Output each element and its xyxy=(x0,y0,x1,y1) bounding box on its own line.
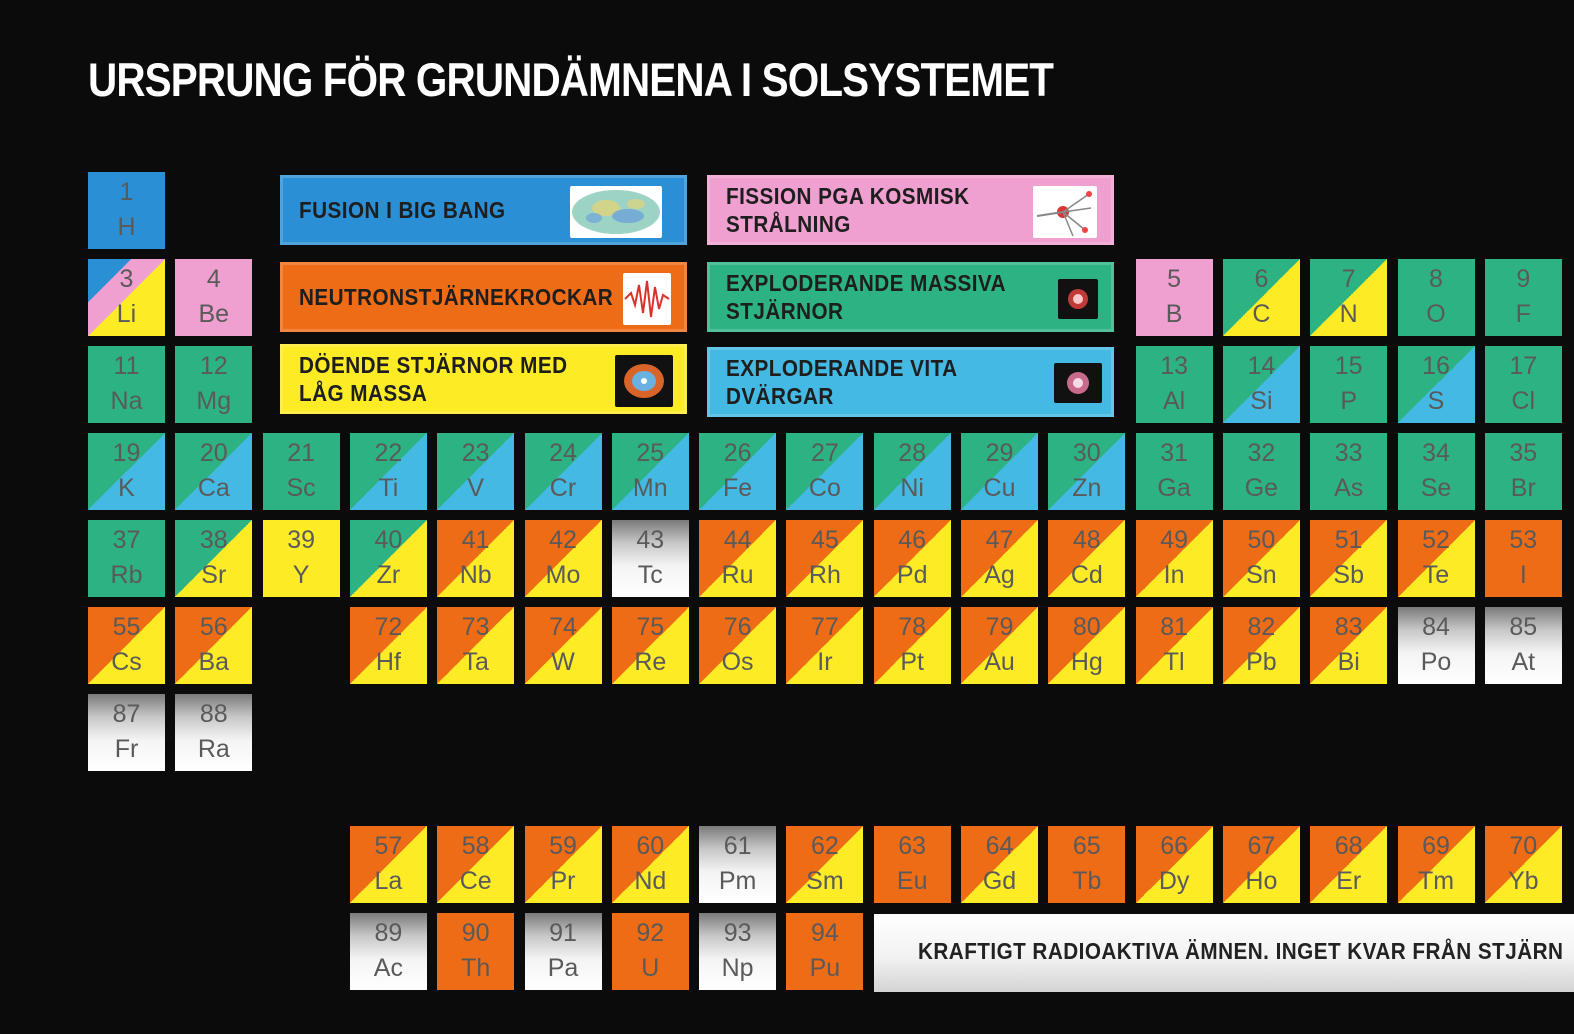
element-cell-fe xyxy=(699,433,776,510)
legend-massive-star xyxy=(707,262,1114,332)
atomic-number: 69 xyxy=(1422,832,1450,860)
element-symbol: Np xyxy=(721,954,754,982)
atomic-number: 7 xyxy=(1341,265,1356,293)
element-cell-ac xyxy=(350,913,427,990)
element-symbol: Gd xyxy=(982,867,1017,895)
legend-cosmic-ray xyxy=(707,175,1114,245)
element-symbol: Rh xyxy=(808,561,841,589)
atomic-number: 73 xyxy=(461,613,490,641)
element-symbol: Be xyxy=(198,300,230,328)
atomic-number: 66 xyxy=(1160,832,1188,860)
element-cell-s xyxy=(1398,346,1475,423)
element-cell-pr xyxy=(525,826,602,903)
atomic-number: 39 xyxy=(287,526,315,554)
element-cell-ra xyxy=(175,694,252,771)
element-symbol: Co xyxy=(808,474,841,502)
element-symbol: La xyxy=(374,867,403,895)
element-symbol: Sm xyxy=(806,867,844,895)
element-cell-h xyxy=(88,172,165,249)
atomic-number: 42 xyxy=(549,526,577,554)
atomic-number: 43 xyxy=(636,526,665,554)
atomic-number: 27 xyxy=(810,439,839,467)
element-cell-ti xyxy=(350,433,427,510)
atomic-number: 49 xyxy=(1160,526,1188,554)
atomic-number: 20 xyxy=(199,439,228,467)
atomic-number: 72 xyxy=(374,613,403,641)
element-symbol: Na xyxy=(110,387,143,415)
element-symbol: Th xyxy=(461,954,491,982)
element-cell-bi xyxy=(1310,607,1387,684)
element-symbol: Ag xyxy=(984,561,1015,589)
atomic-number: 74 xyxy=(549,613,577,641)
atomic-number: 62 xyxy=(810,832,839,860)
element-cell-ag xyxy=(961,520,1038,597)
atomic-number: 34 xyxy=(1422,439,1450,467)
element-cell-i xyxy=(1485,520,1562,597)
element-cell-cu xyxy=(961,433,1038,510)
element-symbol: Au xyxy=(984,648,1015,676)
page-title: URSPRUNG FÖR GRUNDÄMNENA I SOLSYSTEMET xyxy=(88,53,1054,106)
atomic-number: 5 xyxy=(1167,265,1182,293)
atomic-number: 93 xyxy=(723,919,752,947)
element-symbol: Ca xyxy=(197,474,230,502)
element-symbol: Tm xyxy=(1417,867,1455,895)
element-cell-dy xyxy=(1136,826,1213,903)
element-symbol: Pd xyxy=(896,561,928,589)
element-symbol: Fr xyxy=(114,735,139,763)
element-symbol: Sc xyxy=(286,474,316,502)
element-symbol: Tl xyxy=(1163,648,1185,676)
element-symbol: Y xyxy=(292,561,310,589)
element-symbol: Cl xyxy=(1511,387,1536,415)
atomic-number: 89 xyxy=(374,919,403,947)
element-cell-br xyxy=(1485,433,1562,510)
element-symbol: Nb xyxy=(459,561,492,589)
atomic-number: 4 xyxy=(206,265,221,293)
element-cell-tm xyxy=(1398,826,1475,903)
element-cell-ta xyxy=(437,607,514,684)
element-cell-se xyxy=(1398,433,1475,510)
element-cell-c xyxy=(1223,259,1300,336)
atomic-number: 80 xyxy=(1072,613,1101,641)
element-symbol: Ga xyxy=(1157,474,1191,502)
atomic-number: 38 xyxy=(199,526,228,554)
legend-label: FUSION I BIG BANG xyxy=(299,197,506,223)
element-symbol: P xyxy=(1340,387,1358,415)
legend-neutron-star xyxy=(280,262,687,332)
cosmic-ray-icon xyxy=(1033,186,1097,238)
element-cell-at xyxy=(1485,607,1562,684)
atomic-number: 57 xyxy=(374,832,403,860)
element-cell-os xyxy=(699,607,776,684)
element-symbol: Ru xyxy=(721,561,754,589)
element-symbol: Pa xyxy=(547,954,579,982)
element-cell-zn xyxy=(1048,433,1125,510)
atomic-number: 61 xyxy=(723,832,752,860)
element-symbol: Cs xyxy=(111,648,142,676)
element-cell-rb xyxy=(88,520,165,597)
atomic-number: 76 xyxy=(723,613,752,641)
atomic-number: 12 xyxy=(199,352,228,380)
element-cell-po xyxy=(1398,607,1475,684)
legend-big-bang xyxy=(280,175,687,245)
atomic-number: 9 xyxy=(1516,265,1531,293)
element-symbol: S xyxy=(1427,387,1445,415)
element-cell-u xyxy=(612,913,689,990)
atomic-number: 79 xyxy=(985,613,1014,641)
element-cell-pu xyxy=(786,913,863,990)
element-symbol: Ir xyxy=(817,648,833,676)
atomic-number: 51 xyxy=(1334,526,1363,554)
element-cell-hg xyxy=(1048,607,1125,684)
element-cell-pa xyxy=(525,913,602,990)
atomic-number: 24 xyxy=(549,439,577,467)
atomic-number: 41 xyxy=(461,526,490,554)
element-symbol: Cr xyxy=(549,474,577,502)
element-symbol: Fe xyxy=(723,474,753,502)
element-cell-n xyxy=(1310,259,1387,336)
element-symbol: Mg xyxy=(196,387,232,415)
atomic-number: 82 xyxy=(1247,613,1276,641)
atomic-number: 14 xyxy=(1247,352,1276,380)
element-symbol: Ho xyxy=(1245,867,1278,895)
atomic-number: 1 xyxy=(119,178,134,206)
element-cell-pt xyxy=(874,607,951,684)
element-cell-nb xyxy=(437,520,514,597)
element-symbol: V xyxy=(467,474,485,502)
element-cell-nd xyxy=(612,826,689,903)
element-symbol: Tb xyxy=(1072,867,1102,895)
atomic-number: 35 xyxy=(1509,439,1538,467)
element-symbol: Po xyxy=(1420,648,1452,676)
legend-label: FISSION PGA KOSMISK STRÅLNING xyxy=(726,183,970,237)
atomic-number: 15 xyxy=(1334,352,1363,380)
atomic-number: 44 xyxy=(723,526,752,554)
element-symbol: Ra xyxy=(197,735,230,763)
element-symbol: Tc xyxy=(637,561,663,589)
element-cell-si xyxy=(1223,346,1300,423)
legend-label: NEUTRONSTJÄRNEKROCKAR xyxy=(299,284,614,310)
atomic-number: 68 xyxy=(1334,832,1363,860)
element-symbol: I xyxy=(1519,561,1527,589)
element-cell-fr xyxy=(88,694,165,771)
element-symbol: Sr xyxy=(201,561,227,589)
atomic-number: 85 xyxy=(1509,613,1538,641)
element-symbol: O xyxy=(1426,300,1446,328)
atomic-number: 23 xyxy=(461,439,490,467)
atomic-number: 91 xyxy=(549,919,577,947)
element-cell-ba xyxy=(175,607,252,684)
element-symbol: Ti xyxy=(378,474,399,502)
element-symbol: Os xyxy=(721,648,754,676)
radioactive-note: KRAFTIGT RADIOAKTIVA ÄMNEN. INGET KVAR FRÅN STJÄRN xyxy=(918,938,1564,964)
element-symbol: In xyxy=(1163,561,1185,589)
element-symbol: Pt xyxy=(900,648,924,676)
element-cell-tc xyxy=(612,520,689,597)
element-cell-al xyxy=(1136,346,1213,423)
element-cell-sm xyxy=(786,826,863,903)
atomic-number: 31 xyxy=(1160,439,1188,467)
element-cell-au xyxy=(961,607,1038,684)
atomic-number: 78 xyxy=(898,613,927,641)
element-symbol: Rb xyxy=(110,561,143,589)
element-symbol: Ni xyxy=(900,474,924,502)
element-symbol: N xyxy=(1339,300,1358,328)
element-cell-sr xyxy=(175,520,252,597)
atomic-number: 83 xyxy=(1334,613,1363,641)
element-symbol: Si xyxy=(1250,387,1273,415)
atomic-number: 3 xyxy=(119,265,134,293)
legend-label: EXPLODERANDE MASSIVA STJÄRNOR xyxy=(726,270,1007,324)
atomic-number: 29 xyxy=(985,439,1014,467)
element-cell-o xyxy=(1398,259,1475,336)
atomic-number: 17 xyxy=(1509,352,1538,380)
atomic-number: 94 xyxy=(810,919,839,947)
atomic-number: 45 xyxy=(810,526,839,554)
element-cell-sb xyxy=(1310,520,1387,597)
element-symbol: F xyxy=(1515,300,1531,328)
element-symbol: Mn xyxy=(632,474,668,502)
element-cell-f xyxy=(1485,259,1562,336)
element-cell-ho xyxy=(1223,826,1300,903)
atomic-number: 67 xyxy=(1247,832,1276,860)
element-symbol: H xyxy=(117,213,136,241)
element-cell-ru xyxy=(699,520,776,597)
radioactive-note-bar xyxy=(874,914,1574,992)
element-symbol: Zn xyxy=(1072,474,1102,502)
element-cell-tl xyxy=(1136,607,1213,684)
legend-white-dwarf xyxy=(707,347,1114,417)
atomic-number: 48 xyxy=(1072,526,1101,554)
element-cell-la xyxy=(350,826,427,903)
element-symbol: Cd xyxy=(1070,561,1103,589)
element-cell-eu xyxy=(874,826,951,903)
element-cell-pb xyxy=(1223,607,1300,684)
element-cell-cs xyxy=(88,607,165,684)
element-symbol: Er xyxy=(1336,867,1362,895)
element-symbol: Nd xyxy=(634,867,667,895)
element-cell-co xyxy=(786,433,863,510)
element-symbol: U xyxy=(641,954,660,982)
legend-low-mass-star xyxy=(280,344,687,414)
element-cell-tb xyxy=(1048,826,1125,903)
element-cell-cr xyxy=(525,433,602,510)
atomic-number: 37 xyxy=(112,526,141,554)
atomic-number: 28 xyxy=(898,439,927,467)
element-cell-ni xyxy=(874,433,951,510)
atomic-number: 19 xyxy=(112,439,141,467)
element-symbol: Se xyxy=(1420,474,1452,502)
atomic-number: 16 xyxy=(1422,352,1450,380)
element-symbol: Zr xyxy=(376,561,401,589)
legend-label: EXPLODERANDE VITA DVÄRGAR xyxy=(726,355,958,409)
atomic-number: 52 xyxy=(1422,526,1450,554)
element-symbol: W xyxy=(551,648,575,676)
element-cell-np xyxy=(699,913,776,990)
element-cell-sc xyxy=(263,433,340,510)
element-symbol: Ce xyxy=(459,867,492,895)
atomic-number: 50 xyxy=(1247,526,1276,554)
element-symbol: C xyxy=(1252,300,1271,328)
element-cell-ce xyxy=(437,826,514,903)
atomic-number: 84 xyxy=(1422,613,1450,641)
element-cell-na xyxy=(88,346,165,423)
element-symbol: Re xyxy=(634,648,667,676)
element-symbol: Cu xyxy=(983,474,1016,502)
cmb-map-icon xyxy=(570,186,662,238)
atomic-number: 53 xyxy=(1509,526,1538,554)
element-symbol: Al xyxy=(1162,387,1186,415)
element-symbol: Pu xyxy=(809,954,841,982)
element-symbol: B xyxy=(1165,300,1183,328)
element-cell-mo xyxy=(525,520,602,597)
element-symbol: Yb xyxy=(1508,867,1539,895)
supernova-icon xyxy=(1058,279,1098,319)
element-cell-cl xyxy=(1485,346,1562,423)
element-symbol: K xyxy=(118,474,135,502)
element-cell-te xyxy=(1398,520,1475,597)
element-symbol: Ba xyxy=(198,648,230,676)
element-cell-sn xyxy=(1223,520,1300,597)
atomic-number: 92 xyxy=(636,919,665,947)
atomic-number: 60 xyxy=(636,832,665,860)
atomic-number: 32 xyxy=(1247,439,1276,467)
atomic-number: 11 xyxy=(113,352,140,380)
element-cell-rh xyxy=(786,520,863,597)
atomic-number: 58 xyxy=(461,832,490,860)
element-cell-ca xyxy=(175,433,252,510)
atomic-number: 30 xyxy=(1072,439,1101,467)
atomic-number: 64 xyxy=(985,832,1014,860)
element-cell-zr xyxy=(350,520,427,597)
element-symbol: Ge xyxy=(1244,474,1279,502)
atomic-number: 77 xyxy=(810,613,839,641)
element-cell-yb xyxy=(1485,826,1562,903)
element-symbol: Eu xyxy=(896,867,928,895)
element-cell-gd xyxy=(961,826,1038,903)
atomic-number: 47 xyxy=(985,526,1014,554)
element-cell-ga xyxy=(1136,433,1213,510)
element-symbol: Br xyxy=(1510,474,1536,502)
element-cell-re xyxy=(612,607,689,684)
element-symbol: Bi xyxy=(1337,648,1360,676)
element-symbol: Pr xyxy=(550,867,576,895)
atomic-number: 75 xyxy=(636,613,665,641)
element-cell-mn xyxy=(612,433,689,510)
element-cell-mg xyxy=(175,346,252,423)
atomic-number: 81 xyxy=(1160,613,1188,641)
element-cell-y xyxy=(263,520,340,597)
atomic-number: 59 xyxy=(549,832,577,860)
element-symbol: Sn xyxy=(1246,561,1277,589)
element-cell-b xyxy=(1136,259,1213,336)
atomic-number: 22 xyxy=(374,439,403,467)
atomic-number: 87 xyxy=(112,700,141,728)
element-cell-ir xyxy=(786,607,863,684)
atomic-number: 13 xyxy=(1160,352,1188,380)
element-symbol: Te xyxy=(1422,561,1450,589)
element-cell-hf xyxy=(350,607,427,684)
element-symbol: Mo xyxy=(545,561,581,589)
element-cell-pd xyxy=(874,520,951,597)
element-symbol: Li xyxy=(116,300,137,328)
atomic-number: 88 xyxy=(199,700,228,728)
atomic-number: 26 xyxy=(723,439,752,467)
element-cell-li xyxy=(88,259,165,336)
element-symbol: Ac xyxy=(373,954,403,982)
element-symbol: Pm xyxy=(718,867,757,895)
atomic-number: 6 xyxy=(1254,265,1269,293)
element-cell-cd xyxy=(1048,520,1125,597)
element-symbol: As xyxy=(1334,474,1364,502)
element-cell-pm xyxy=(699,826,776,903)
element-cell-th xyxy=(437,913,514,990)
element-cell-as xyxy=(1310,433,1387,510)
legend-label: DÖENDE STJÄRNOR MED LÅG MASSA xyxy=(299,352,568,406)
element-cell-ge xyxy=(1223,433,1300,510)
atomic-number: 46 xyxy=(898,526,927,554)
atomic-number: 65 xyxy=(1072,832,1101,860)
element-symbol: Dy xyxy=(1158,867,1190,895)
element-symbol: Pb xyxy=(1246,648,1277,676)
element-symbol: Sb xyxy=(1333,561,1364,589)
atomic-number: 21 xyxy=(287,439,315,467)
waveform-icon xyxy=(623,273,671,325)
atomic-number: 33 xyxy=(1334,439,1363,467)
atomic-number: 56 xyxy=(199,613,228,641)
atomic-number: 90 xyxy=(461,919,490,947)
element-symbol: Hg xyxy=(1070,648,1103,676)
atomic-number: 70 xyxy=(1509,832,1538,860)
atomic-number: 55 xyxy=(112,613,141,641)
element-cell-be xyxy=(175,259,252,336)
element-cell-v xyxy=(437,433,514,510)
white-dwarf-icon xyxy=(1054,363,1102,403)
element-cell-w xyxy=(525,607,602,684)
atomic-number: 8 xyxy=(1429,265,1443,293)
element-cell-p xyxy=(1310,346,1387,423)
element-symbol: At xyxy=(1511,648,1536,676)
nebula-icon xyxy=(615,355,673,407)
atomic-number: 40 xyxy=(374,526,403,554)
element-symbol: Hf xyxy=(375,648,401,676)
element-cell-er xyxy=(1310,826,1387,903)
element-symbol: Ta xyxy=(462,648,489,676)
element-cell-k xyxy=(88,433,165,510)
atomic-number: 63 xyxy=(898,832,927,860)
atomic-number: 25 xyxy=(636,439,665,467)
element-cell-in xyxy=(1136,520,1213,597)
